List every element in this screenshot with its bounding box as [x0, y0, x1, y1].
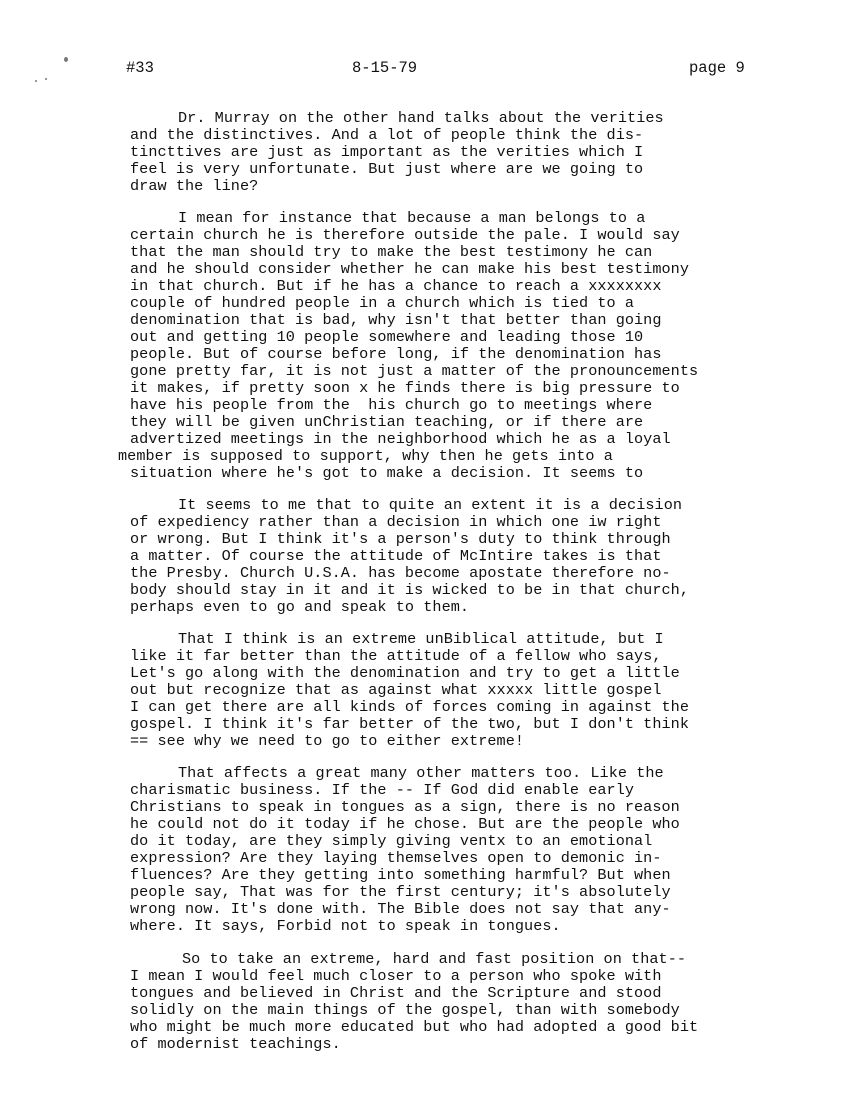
text-line: I can get there are all kinds of forces coming in against the	[130, 698, 690, 716]
text-line: So to take an extreme, hard and fast position on that--	[182, 950, 687, 968]
text-line: I mean I would feel much closer to a person who spoke with	[130, 967, 662, 985]
text-line: member is supposed to support, why then he gets into a	[118, 447, 613, 465]
text-line: people. But of course before long, if the denomination has	[130, 345, 662, 363]
text-line: Christians to speak in tongues as a sign, there is no reason	[130, 798, 680, 816]
text-line: I mean for instance that because a man belongs to a	[178, 209, 646, 227]
text-line: couple of hundred people in a church which is tied to a	[130, 294, 635, 312]
scan-speck	[35, 80, 37, 82]
text-line: gone pretty far, it is not just a matter of the pronouncements	[130, 362, 699, 380]
text-line: he could not do it today if he chose. But are the people who	[130, 815, 680, 833]
header-number: #33	[126, 59, 154, 77]
text-line: out but recognize that as against what xxxxx little gospel	[130, 681, 662, 699]
header-page: page 9	[689, 59, 745, 77]
scan-speck	[64, 57, 68, 62]
text-line: like it far better than the attitude of a fellow who says,	[130, 647, 662, 665]
text-line: in that church. But if he has a chance to reach a xxxxxxxx	[130, 277, 662, 295]
text-line: perhaps even to go and speak to them.	[130, 598, 470, 616]
text-line: fluences? Are they getting into something harmful? But when	[130, 866, 671, 884]
text-line: solidly on the main things of the gospel, than with somebody	[130, 1001, 680, 1019]
text-line: == see why we need to go to either extreme!	[130, 732, 525, 750]
text-line: It seems to me that to quite an extent it is a decision	[178, 496, 683, 514]
text-line: that the man should try to make the best testimony he can	[130, 243, 653, 261]
text-line: That I think is an extreme unBiblical attitude, but I	[178, 630, 664, 648]
text-line: denomination that is bad, why isn't that better than going	[130, 311, 662, 329]
scan-speck	[45, 78, 47, 80]
text-line: body should stay in it and it is wicked to be in that church,	[130, 581, 690, 599]
text-line: the Presby. Church U.S.A. has become apostate therefore no-	[130, 564, 671, 582]
text-line: where. It says, Forbid not to speak in tongues.	[130, 917, 561, 935]
text-line: of modernist teachings.	[130, 1035, 341, 1053]
text-line: tongues and believed in Christ and the Scripture and stood	[130, 984, 662, 1002]
text-line: certain church he is therefore outside the pale. I would say	[130, 226, 680, 244]
text-line: tincttives are just as important as the verities which I	[130, 143, 644, 161]
text-line: Let's go along with the denomination and try to get a little	[130, 664, 680, 682]
text-line: a matter. Of course the attitude of McIntire takes is that	[130, 547, 662, 565]
text-line: people say, That was for the first century; it's absolutely	[130, 883, 671, 901]
text-line: advertized meetings in the neighborhood which he as a loyal	[130, 430, 671, 448]
header-date: 8-15-79	[352, 59, 418, 77]
text-line: gospel. I think it's far better of the two, but I don't think	[130, 715, 690, 733]
text-line: and the distinctives. And a lot of people think the dis-	[130, 126, 644, 144]
text-line: of expediency rather than a decision in which one iw right	[130, 513, 662, 531]
text-line: situation where he's got to make a decision. It seems to	[130, 464, 644, 482]
text-line: who might be much more educated but who had adopted a good bit	[130, 1018, 699, 1036]
text-line: That affects a great many other matters too. Like the	[178, 764, 664, 782]
text-line: and he should consider whether he can make his best testimony	[130, 260, 690, 278]
text-line: feel is very unfortunate. But just where are we going to	[130, 160, 644, 178]
text-line: have his people from the his church go to meetings where	[130, 396, 653, 414]
text-line: they will be given unChristian teaching, or if there are	[130, 413, 644, 431]
text-line: out and getting 10 people somewhere and leading those 10	[130, 328, 644, 346]
text-line: or wrong. But I think it's a person's duty to think through	[130, 530, 671, 548]
text-line: it makes, if pretty soon x he finds there is big pressure to	[130, 379, 680, 397]
text-line: Dr. Murray on the other hand talks about the verities	[178, 109, 664, 127]
text-line: draw the line?	[130, 177, 259, 195]
text-line: expression? Are they laying themselves open to demonic in-	[130, 849, 662, 867]
text-line: charismatic business. If the -- If God did enable early	[130, 781, 635, 799]
text-line: wrong now. It's done with. The Bible does not say that any-	[130, 900, 671, 918]
text-line: do it today, are they simply giving ventx to an emotional	[130, 832, 653, 850]
